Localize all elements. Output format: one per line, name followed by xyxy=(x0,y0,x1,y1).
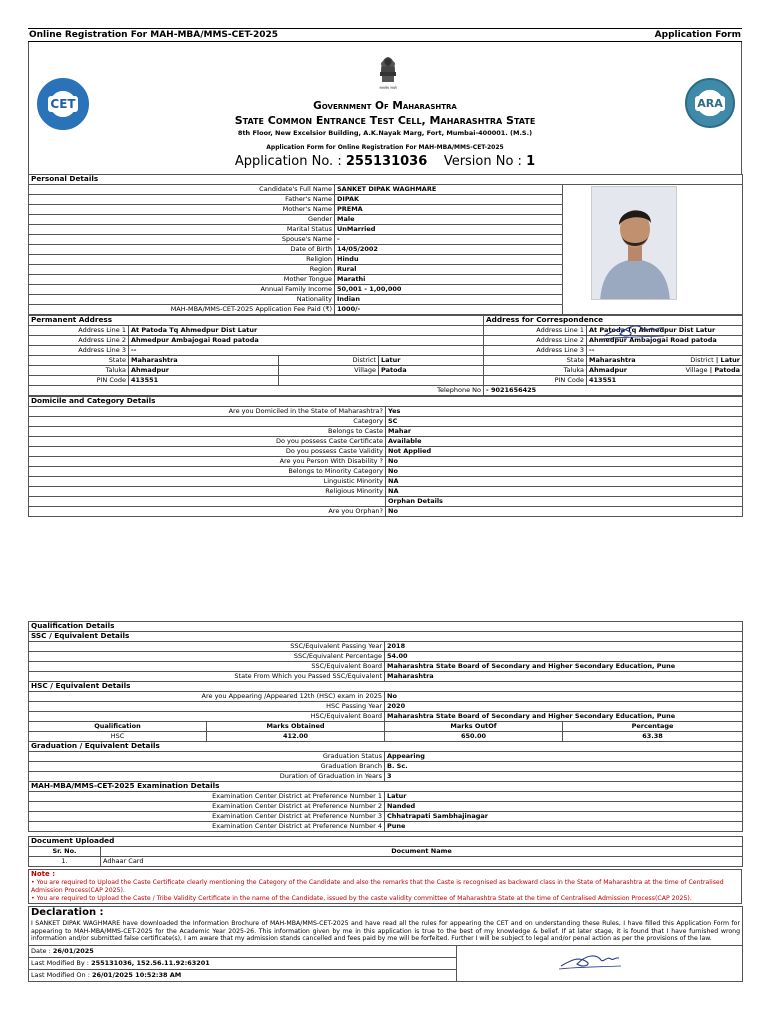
village-label: Village xyxy=(279,366,379,376)
address-pin-row xyxy=(29,376,743,386)
orphan-value: No xyxy=(386,507,743,517)
marks-header: Marks OutOf xyxy=(385,722,563,732)
declaration-date: Date : 26/01/2025 xyxy=(29,945,457,957)
exam-title-row xyxy=(29,782,743,792)
field-label: Examination Center District at Preference Number 1 xyxy=(29,792,385,802)
corr-taluka: Ahmadpur xyxy=(589,366,627,375)
personal-section xyxy=(28,174,742,315)
candidate-photo-icon xyxy=(592,187,677,300)
field-value: Latur xyxy=(385,792,743,802)
field-value: Indian xyxy=(335,295,563,305)
field-label: HSC/Equivalent Board xyxy=(29,712,385,722)
field-label: Religion xyxy=(29,255,335,265)
field-value: Maharashtra State Board of Secondary and Higher Secondary Education, Pune xyxy=(385,662,743,672)
graduation-row xyxy=(29,752,743,762)
field-value: Rural xyxy=(335,265,563,275)
note-block xyxy=(29,870,742,904)
candidate-signature-icon xyxy=(600,320,666,342)
domicile-row xyxy=(29,447,743,457)
domicile-title-row xyxy=(29,397,743,407)
field-value: 14/05/2002 xyxy=(335,245,563,255)
documents-table xyxy=(28,836,743,867)
org-address: 8th Floor, New Excelsior Building, A.K.Nayak Marg, Fort, Mumbai-400001. (M.S.) xyxy=(237,129,533,137)
qualification-title-row xyxy=(29,622,743,632)
field-label: Belongs to Caste xyxy=(29,427,386,437)
empty-cell xyxy=(29,497,386,507)
marks-cell: HSC xyxy=(29,732,207,742)
exam-row xyxy=(29,812,743,822)
field-value: Hindu xyxy=(335,255,563,265)
hsc-row xyxy=(29,712,743,722)
field-label: HSC Passing Year xyxy=(29,702,385,712)
application-number: 255131036 xyxy=(345,154,428,169)
hsc-row xyxy=(29,692,743,702)
permanent-address-title: Permanent Address xyxy=(29,316,484,326)
application-number-line: Application No. : 255131036 Version No : 1 xyxy=(234,154,536,169)
form-header-bar xyxy=(28,28,742,42)
national-emblem-icon xyxy=(374,54,402,92)
marks-cell: 412.00 xyxy=(207,732,385,742)
field-label: Date of Birth xyxy=(29,245,335,255)
field-label: Category xyxy=(29,417,386,427)
field-value: Maharashtra xyxy=(385,672,743,682)
domicile-row xyxy=(29,477,743,487)
domicile-row xyxy=(29,437,743,447)
field-value: NA xyxy=(386,477,743,487)
marks-header: Marks Obtained xyxy=(207,722,385,732)
doc-header-name: Document Name xyxy=(101,847,743,857)
declaration-table xyxy=(28,906,743,982)
page-1 xyxy=(28,28,742,517)
state-label: State xyxy=(484,356,587,366)
address-pair-row xyxy=(29,366,743,376)
field-value: SC xyxy=(386,417,743,427)
field-value: No xyxy=(386,467,743,477)
domicile-row xyxy=(29,487,743,497)
field-label: Graduation Status xyxy=(29,752,385,762)
district-label: District xyxy=(690,356,714,365)
field-value: No xyxy=(386,457,743,467)
telephone-label: Telephone No xyxy=(29,386,484,396)
field-value: 2020 xyxy=(385,702,743,712)
orphan-label: Are you Orphan? xyxy=(29,507,386,517)
field-value: Maharashtra State Board of Secondary and Higher Secondary Education, Pune xyxy=(385,712,743,722)
empty-cell xyxy=(279,376,484,386)
state-label: State xyxy=(29,356,129,366)
last-modified-by: Last Modified By : 255131036, 152.56.11.92:63201 xyxy=(29,957,457,969)
field-label: SSC/Equivalent Percentage xyxy=(29,652,385,662)
field-label: SSC/Equivalent Board xyxy=(29,662,385,672)
field-value: Not Applied xyxy=(386,447,743,457)
field-value: SANKET DIPAK WAGHMARE xyxy=(335,185,563,195)
village-label: Village xyxy=(685,366,708,375)
corr-village: Patoda xyxy=(714,366,741,375)
field-label: Linguistic Minority xyxy=(29,477,386,487)
field-value: Chhatrapati Sambhajinagar xyxy=(385,812,743,822)
correspondence-address-title: Address for Correspondence xyxy=(484,316,743,326)
cell-title: State Common Entrance Test Cell, Maharashtra State xyxy=(234,114,536,127)
note-title: Note : xyxy=(31,870,55,878)
field-label: Are you Appearing /Appeared 12th (HSC) exam in 2025 xyxy=(29,692,385,702)
perm-pin: 413551 xyxy=(129,376,279,386)
field-value: B. Sc. xyxy=(385,762,743,772)
note-item-1: • You are required to Upload the Caste Certificate clearly mentioning the Category of the Candidate and also the remarks that the Caste is recognised as backward class in the State of Maharashtra at the time of Centralised Admission Process(CAP 2025). xyxy=(31,878,724,894)
orphan-title: Orphan Details xyxy=(386,497,743,507)
field-label: Examination Center District at Preference Number 4 xyxy=(29,822,385,832)
field-label: Mother's Name xyxy=(29,205,335,215)
graduation-title-row xyxy=(29,742,743,752)
perm-village: Patoda xyxy=(379,366,484,376)
corr-address-line1: At Patoda Tq Ahmedpur Dist Latur xyxy=(587,326,743,336)
orphan-row xyxy=(29,507,743,517)
ssc-title-row xyxy=(29,632,743,642)
hsc-row xyxy=(29,702,743,712)
field-value: - xyxy=(335,235,563,245)
marks-row xyxy=(29,732,743,742)
emblem-caption: सत्यमेव जयते xyxy=(379,86,397,90)
exam-title: MAH-MBA/MMS-CET-2025 Examination Details xyxy=(29,782,743,792)
address-line-label: Address Line 2 xyxy=(484,336,587,346)
field-label: Spouse's Name xyxy=(29,235,335,245)
telephone-value: - 9021656425 xyxy=(484,386,743,396)
field-label: Marital Status xyxy=(29,225,335,235)
domicile-row xyxy=(29,457,743,467)
orphan-title-row xyxy=(29,497,743,507)
field-value: 1000/- xyxy=(335,305,563,315)
marks-cell: 650.00 xyxy=(385,732,563,742)
exam-row xyxy=(29,802,743,812)
domicile-row xyxy=(29,417,743,427)
field-value: Pune xyxy=(385,822,743,832)
hsc-title-row xyxy=(29,682,743,692)
signature-cell xyxy=(457,945,743,981)
field-label: Graduation Branch xyxy=(29,762,385,772)
field-label: Region xyxy=(29,265,335,275)
domicile-row xyxy=(29,467,743,477)
document-srno: 1. xyxy=(29,857,101,867)
field-value: Available xyxy=(386,437,743,447)
field-label: Are you Domiciled in the State of Maharashtra? xyxy=(29,407,386,417)
field-value: UnMarried xyxy=(335,225,563,235)
address-line-label: Address Line 1 xyxy=(29,326,129,336)
declaration-title: Declaration : xyxy=(31,906,104,918)
taluka-label: Taluka xyxy=(484,366,587,376)
marks-cell: 63.38 xyxy=(563,732,743,742)
field-label: Nationality xyxy=(29,295,335,305)
ssc-row xyxy=(29,662,743,672)
domicile-title: Domicile and Category Details xyxy=(29,397,743,407)
corr-taluka-village: Ahmadpur Village | Patoda xyxy=(587,366,743,376)
document-row xyxy=(29,857,743,867)
perm-state: Maharashtra xyxy=(129,356,279,366)
field-label: Examination Center District at Preference Number 2 xyxy=(29,802,385,812)
exam-row xyxy=(29,792,743,802)
field-value: 50,001 - 1,00,000 xyxy=(335,285,563,295)
declaration-block xyxy=(29,906,743,945)
pin-label: PIN Code xyxy=(29,376,129,386)
field-value: NA xyxy=(386,487,743,497)
address-line-label: Address Line 3 xyxy=(29,346,129,356)
address-line-label: Address Line 1 xyxy=(484,326,587,336)
field-label: State From Which you Passed SSC/Equivalent xyxy=(29,672,385,682)
field-label: Father's Name xyxy=(29,195,335,205)
taluka-label: Taluka xyxy=(29,366,129,376)
domicile-table xyxy=(28,396,743,517)
form-purpose: Application Form for Online Registration For MAH-MBA/MMS-CET-2025 xyxy=(266,144,504,151)
pin-label: PIN Code xyxy=(484,376,587,386)
qualification-title: Qualification Details xyxy=(29,622,743,632)
graduation-title: Graduation / Equivalent Details xyxy=(29,742,743,752)
field-value: Mahar xyxy=(386,427,743,437)
marks-header: Percentage xyxy=(563,722,743,732)
corr-state: Maharashtra xyxy=(589,356,636,365)
field-value: DIPAK xyxy=(335,195,563,205)
corr-state-district: Maharashtra District | Latur xyxy=(587,356,743,366)
domicile-row xyxy=(29,407,743,417)
cet-logo-icon: CET xyxy=(37,78,89,130)
field-value: Appearing xyxy=(385,752,743,762)
field-label: Annual Family Income xyxy=(29,285,335,295)
corr-district: Latur xyxy=(720,356,741,365)
perm-address-line1: At Patoda Tq Ahmedpur Dist Latur xyxy=(129,326,484,336)
document-name: Adhaar Card xyxy=(101,857,743,867)
form-header-type: Application Form xyxy=(654,30,741,40)
perm-taluka: Ahmadpur xyxy=(129,366,279,376)
address-pair-row xyxy=(29,356,743,366)
ara-logo-icon: ARA xyxy=(685,78,735,128)
field-label: Mother Tongue xyxy=(29,275,335,285)
field-value: Marathi xyxy=(335,275,563,285)
field-label: Do you possess Caste Validity xyxy=(29,447,386,457)
field-value: Yes xyxy=(386,407,743,417)
field-value: 3 xyxy=(385,772,743,782)
field-value: 54.00 xyxy=(385,652,743,662)
letterhead xyxy=(28,42,742,174)
note-item-2: • You are required to Upload the Caste / Tribe Validity Certificate in the name of the Candidate, issued by the caste validity committee of Maharashtra State at the time of Centralised Admission Process(CAP 2025). xyxy=(31,894,692,902)
marks-header: Qualification xyxy=(29,722,207,732)
documents-title: Document Uploaded xyxy=(29,837,743,847)
perm-address-line3: -- xyxy=(129,346,484,356)
declaration-text: I SANKET DIPAK WAGHMARE have downloaded the Information Brochure of MAH-MBA/MMS-CET-2025 and have read all the rules for appearing the CET and on understanding these Rules, I have filled this Application Form for appearing to MAH-MBA/MMS-CET-2025 for the Academic Year 2025-26. This information given by me in this application is true to the best of my knowledge & belief. If at later stage, it is found that I have furnished wrong information and/or submitted false certificate(s), I am aware that my admission stands cancelled and fees paid by me will be forfeited. Further I will be subject to legal and/or penal action as per the provisions of the law. xyxy=(31,920,740,943)
field-label: Religious Minority xyxy=(29,487,386,497)
field-label: Candidate's Full Name xyxy=(29,185,335,195)
ssc-row xyxy=(29,642,743,652)
address-line-label: Address Line 2 xyxy=(29,336,129,346)
qualification-table xyxy=(28,621,743,832)
corr-address-line2: Ahmedpur Ambajogai Road patoda xyxy=(587,336,743,346)
exam-row xyxy=(29,822,743,832)
corr-address-line3: -- xyxy=(587,346,743,356)
field-label: Belongs to Minority Category xyxy=(29,467,386,477)
page-2 xyxy=(28,621,742,982)
candidate-photo xyxy=(591,186,677,300)
form-header-title: Online Registration For MAH-MBA/MMS-CET-2025 xyxy=(29,30,278,40)
address-line-row xyxy=(29,346,743,356)
ssc-title: SSC / Equivalent Details xyxy=(29,632,743,642)
declaration-signature-icon xyxy=(557,950,623,972)
field-value: PREMA xyxy=(335,205,563,215)
field-value: Male xyxy=(335,215,563,225)
graduation-row xyxy=(29,762,743,772)
graduation-row xyxy=(29,772,743,782)
telephone-row xyxy=(29,386,743,396)
address-line-label: Address Line 3 xyxy=(484,346,587,356)
perm-address-line2: Ahmedpur Ambajogai Road patoda xyxy=(129,336,484,346)
domicile-row xyxy=(29,427,743,437)
perm-district: Latur xyxy=(379,356,484,366)
field-label: MAH-MBA/MMS-CET-2025 Application Fee Paid (₹) xyxy=(29,305,335,315)
version-number: 1 xyxy=(526,154,536,169)
district-label: District xyxy=(279,356,379,366)
doc-header-srno: Sr. No. xyxy=(29,847,101,857)
marks-header-row xyxy=(29,722,743,732)
field-value: Nanded xyxy=(385,802,743,812)
hsc-title: HSC / Equivalent Details xyxy=(29,682,743,692)
gov-title: Government Of Maharashtra xyxy=(313,100,457,112)
note-table xyxy=(28,869,742,904)
field-label: Gender xyxy=(29,215,335,225)
field-label: Do you possess Caste Certificate xyxy=(29,437,386,447)
field-label: Are you Person With Disability ? xyxy=(29,457,386,467)
ssc-row xyxy=(29,652,743,662)
ssc-row xyxy=(29,672,743,682)
field-label: Duration of Graduation in Years xyxy=(29,772,385,782)
personal-section-title: Personal Details xyxy=(29,175,743,185)
field-value: No xyxy=(385,692,743,702)
corr-pin: 413551 xyxy=(587,376,743,386)
field-label: Examination Center District at Preference Number 3 xyxy=(29,812,385,822)
field-value: 2018 xyxy=(385,642,743,652)
last-modified-on: Last Modified On : 26/01/2025 10:52:38 AM xyxy=(29,969,457,981)
field-label: SSC/Equivalent Passing Year xyxy=(29,642,385,652)
